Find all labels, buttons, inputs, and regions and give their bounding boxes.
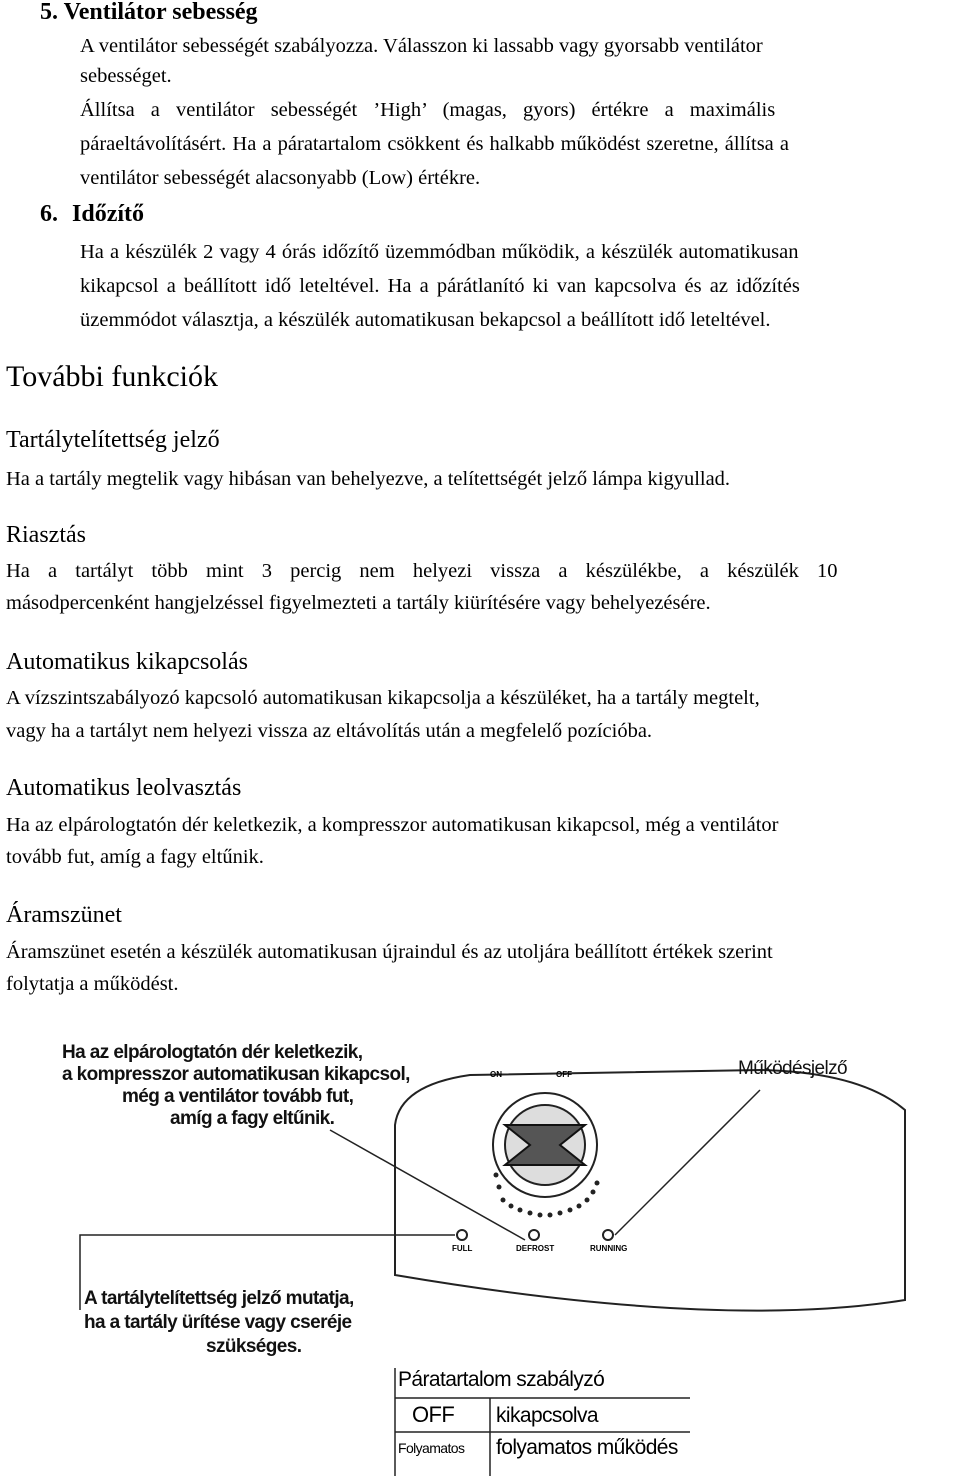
- auto-defrost-line-1: Ha az elpárologtatón dér keletkezik, a kompresszor automatikusan kikapcsol, még a ventilátor: [6, 814, 779, 836]
- humidity-table-title: Páratartalom szabályzó: [398, 1368, 605, 1391]
- alarm-line-2: másodpercenként hangjelzéssel figyelmezteti a tartály kiürítésére vagy behelyezésére.: [6, 592, 711, 614]
- section-6-line-2: kikapcsol a beállított idő leteltével. Ha a párátlanító ki van kapcsolva és az időzítés: [80, 275, 800, 297]
- section-5-line-4: páraeltávolításért. Ha a páratartalom csökkent és halkabb működést szeretne, állítsa a: [80, 133, 789, 155]
- panel-outline: [395, 1070, 905, 1311]
- section-5-line-2: sebességet.: [80, 65, 172, 87]
- further-functions-title: További funkciók: [6, 360, 219, 393]
- callout-tank-2: ha a tartály ürítése vagy cseréje: [84, 1312, 352, 1333]
- dial-on-label: ON: [490, 1070, 502, 1079]
- section-6-line-1: Ha a készülék 2 vagy 4 órás időzítő üzemmódban működik, a készülék automatikusan: [80, 241, 799, 263]
- tank-indicator-title: Tartálytelítettség jelző: [6, 427, 220, 453]
- callout-defrost-1: Ha az elpárologtatón dér keletkezik,: [62, 1042, 363, 1063]
- section-5-text-1: A ventilátor sebességét szabályozza. Válasszon ki lassabb vagy gyorsabb ventilátor: [80, 35, 763, 57]
- alarm-title: Riasztás: [6, 522, 86, 548]
- auto-off-line-1: A vízszintszabályozó kapcsoló automatikusan kikapcsolja a készüléket, ha a tartály megtelt,: [6, 687, 760, 709]
- power-outage-line-1: Áramszünet esetén a készülék automatikusan újraindul és az utoljára beállított értékek szerint: [6, 941, 773, 963]
- full-label: FULL: [452, 1244, 473, 1253]
- dial-off-label: OFF: [556, 1070, 572, 1079]
- callout-defrost-2: a kompresszor automatikusan kikapcsol,: [62, 1064, 410, 1085]
- section-6-title: Időzítő: [72, 201, 144, 227]
- full-light: [457, 1230, 467, 1240]
- auto-off-title: Automatikus kikapcsolás: [6, 649, 248, 675]
- control-panel-figure: [0, 1030, 960, 1476]
- section-5-line-5: ventilátor sebességét alacsonyabb (Low) értékre.: [80, 167, 481, 189]
- alarm-line-1: Ha a tartályt több mint 3 percig nem helyezi vissza a készülékbe, a készülék 10: [6, 560, 838, 582]
- leader-defrost: [330, 1130, 525, 1240]
- callout-tank-1: A tartálytelítettség jelző mutatja,: [84, 1288, 354, 1309]
- running-label: RUNNING: [590, 1244, 628, 1253]
- section-6-number: 6.: [40, 201, 58, 227]
- humidity-table-key-2: Folyamatos: [398, 1440, 465, 1456]
- leader-operation: [615, 1090, 760, 1235]
- auto-defrost-title: Automatikus leolvasztás: [6, 775, 242, 801]
- callout-tank-3: szükséges.: [206, 1336, 302, 1357]
- tank-indicator-line-1: Ha a tartály megtelik vagy hibásan van behelyezve, a telítettségét jelző lámpa kigyullad.: [6, 468, 731, 490]
- auto-off-line-2: vagy ha a tartályt nem helyezi vissza az eltávolítás után a megfelelő pozícióba.: [6, 720, 653, 742]
- dial-knob: [493, 1093, 597, 1197]
- callout-defrost-3: még a ventilátor tovább fut,: [122, 1086, 354, 1107]
- power-outage-title: Áramszünet: [6, 902, 122, 928]
- section-5-line-3: Állítsa a ventilátor sebességét ’High’ (magas, gyors) értékre a maximális: [80, 99, 776, 121]
- power-outage-line-2: folytatja a működést.: [6, 973, 179, 995]
- humidity-table-key-1: OFF: [412, 1402, 455, 1427]
- callout-defrost-4: amíg a fagy eltűnik.: [170, 1108, 335, 1129]
- defrost-label: DEFROST: [516, 1244, 555, 1253]
- section-5-line-1: [80, 34, 954, 58]
- running-light: [603, 1230, 613, 1240]
- auto-defrost-line-2: tovább fut, amíg a fagy eltűnik.: [6, 846, 264, 868]
- section-5-heading: 5. Ventilátor sebesség: [40, 0, 258, 25]
- humidity-table-value-1: kikapcsolva: [496, 1404, 598, 1427]
- humidity-table-value-2: folyamatos működés: [496, 1436, 678, 1459]
- section-6-heading: [40, 200, 144, 228]
- callout-operation: Működésjelző: [738, 1058, 847, 1079]
- defrost-light: [529, 1230, 539, 1240]
- section-6-line-3: üzemmódot választja, a készülék automatikusan bekapcsol a beállított idő leteltével.: [80, 309, 771, 331]
